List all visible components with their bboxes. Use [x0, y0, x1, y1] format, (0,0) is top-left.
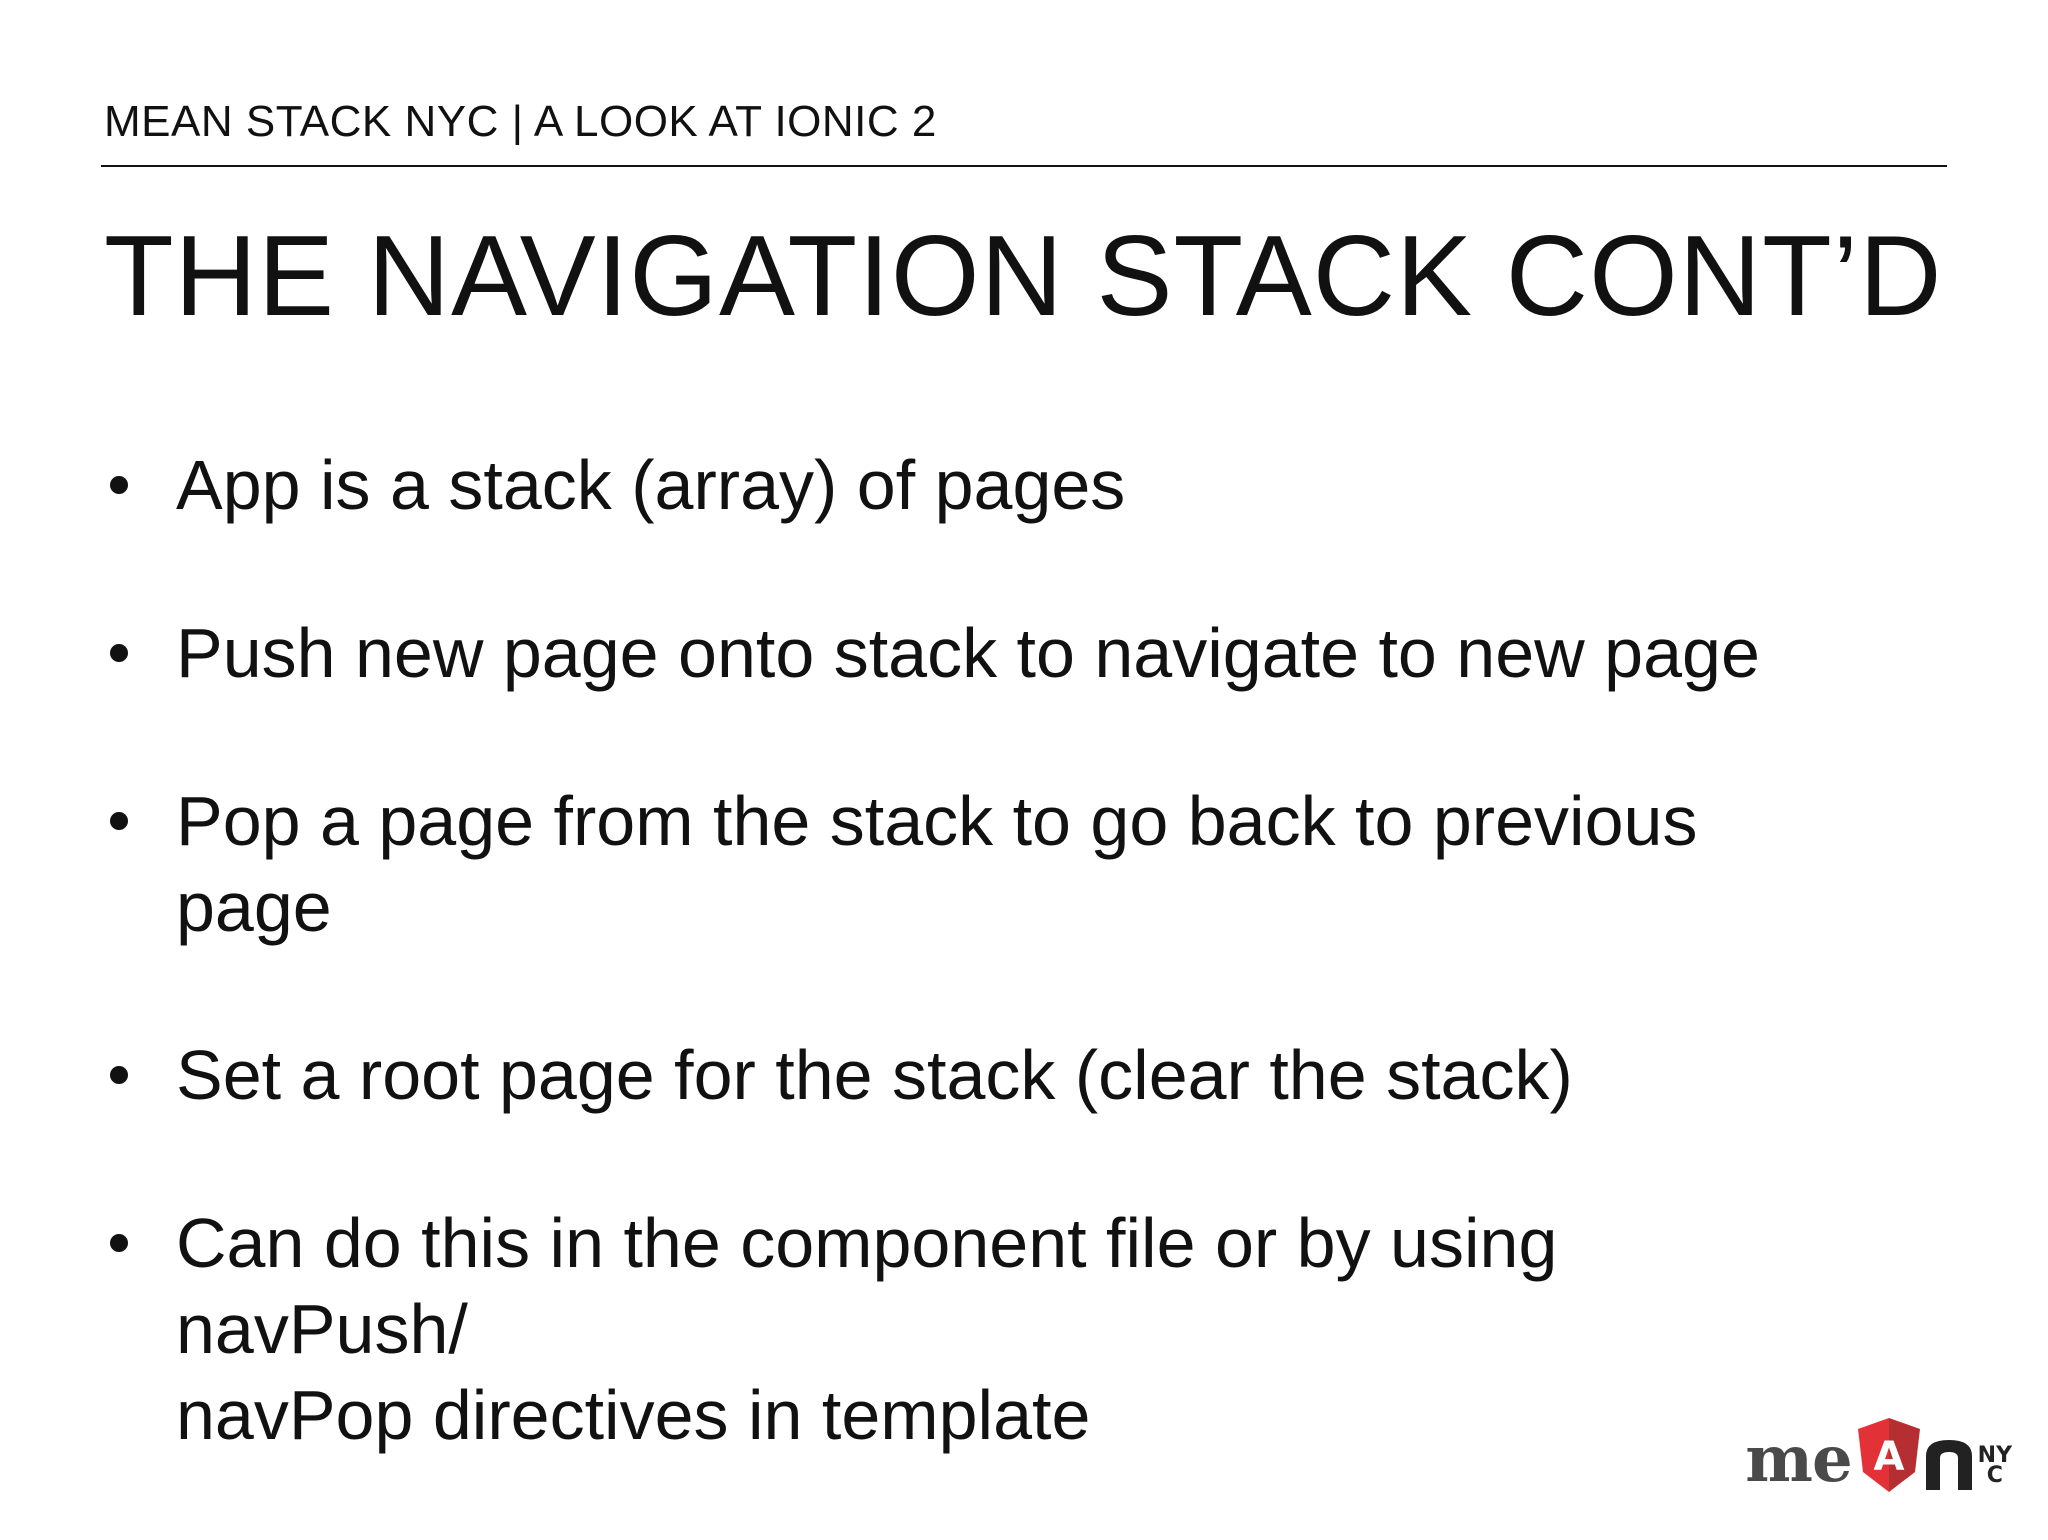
bullet-dot-icon: [110, 476, 128, 494]
bullet-text: App is a stack (array) of pages: [176, 446, 1126, 524]
bullet-item: [104, 610, 1864, 696]
slide-title: THE NAVIGATION STACK CONT’D: [104, 213, 1943, 340]
bullet-text: Push new page onto stack to navigate to new page: [176, 614, 1760, 692]
bullet-item: [104, 1032, 1864, 1118]
mean-nyc-logo: [1745, 1418, 2012, 1497]
bullet-list: [104, 442, 1864, 1540]
bullet-dot-icon: [110, 812, 128, 830]
bullet-item: [104, 778, 1864, 950]
bullet-text: Pop a page from the stack to go back to previous page: [176, 782, 1698, 946]
node-n-icon: [1926, 1438, 1972, 1490]
logo-me-text: me: [1745, 1422, 1852, 1497]
bullet-dot-icon: [110, 1234, 128, 1252]
logo-nyc-text: [1977, 1443, 2012, 1488]
bullet-item: [104, 1200, 1864, 1458]
bullet-dot-icon: [110, 644, 128, 662]
bullet-text: Set a root page for the stack (clear the stack): [176, 1036, 1573, 1114]
bullet-text-line-2: navPop directives in template: [176, 1376, 1091, 1454]
angular-shield-icon: [1858, 1418, 1920, 1492]
header-divider: [101, 165, 1947, 167]
bullet-item: [104, 442, 1864, 528]
bullet-text-line-1: Can do this in the component file or by using navPush/: [176, 1204, 1558, 1368]
slide-header: MEAN STACK NYC | A LOOK AT IONIC 2: [104, 97, 937, 146]
bullet-dot-icon: [110, 1066, 128, 1084]
logo-nyc-top: NY: [1977, 1443, 2012, 1468]
logo-nyc-bottom: C: [1986, 1463, 2003, 1488]
angular-letter: A: [1873, 1434, 1905, 1480]
